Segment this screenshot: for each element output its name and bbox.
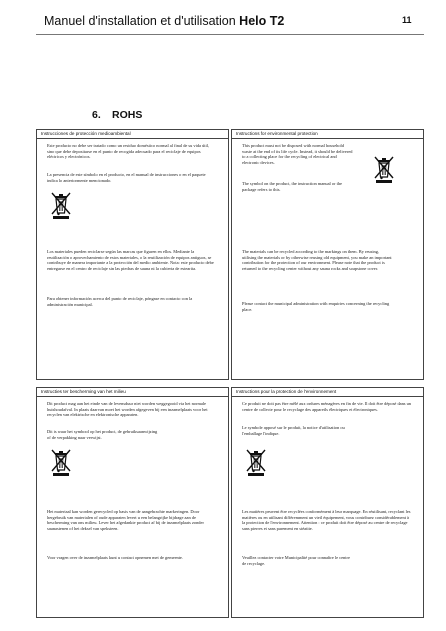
paragraph: Para obtener información acerca del punto de reciclaje, póngase en contacto con la administración municipal. <box>47 296 193 307</box>
document-title <box>44 14 284 28</box>
panel-title: Instructions for environmental protection <box>232 130 423 139</box>
crossed-out-bin-icon-graphic <box>49 191 73 219</box>
panel-body <box>37 139 228 379</box>
section-title: ROHS <box>112 109 143 121</box>
paragraph: Please contact the municipal administration with enquiries concerning the recycling place. <box>242 301 390 312</box>
paragraph: This product must not be disposed with normal household waste at the end of its life cycle. Instead, it should be delivered to a collecting place for the recycling of electrical and electronic devices. <box>242 143 353 165</box>
panel-french <box>231 387 424 618</box>
paragraph: The materials can be recycled according to the markings on them. By reusing, utilising the materials or by otherwise reusing old equipment, you make an important contribution for the protection of our environment. Please note that the product is returned to the recycling center without any sauna rocks and soapstone cover. <box>242 249 392 271</box>
header-divider <box>36 34 424 35</box>
section-heading <box>92 109 142 121</box>
panel-english <box>231 129 424 380</box>
document-title-text: Manuel d'installation et d'utilisation <box>44 14 240 28</box>
crossed-out-bin-icon <box>372 155 396 183</box>
page-number: 11 <box>402 15 412 25</box>
paragraph: Het materiaal kan worden gerecycled op basis van de aangebrachte markeringen. Door hergebruik van materialen of oude apparaten levert u een belangrijke bijdrage aan de bescherming van ons milieu. Lever het afgedankte product af bij de inzamelplaats zonder saunastenen of het deksel van speksteen. <box>47 509 204 531</box>
paragraph: Este producto no debe ser tratado como un residuo doméstico normal al final de su vida útil, sino que debe depositarse en el punto de recogida adecuado para el reciclaje de equipos eléctricos y electrónicos. <box>47 143 210 160</box>
paragraph: Veuillez contacter votre Municipalité pour connaître le centre de recyclage. <box>242 555 350 566</box>
panel-body <box>232 139 423 379</box>
panel-body <box>232 397 423 617</box>
paragraph: Les matières peuvent être recyclées conformément à leur marquage. En réutilisant, recyclant les matières ou en utilisant différemment un vieil équipement, vous contribuez considérablement à la protection de l'environnement. Attention : ce produit doit être déposé au centre de recyclage sans pierres et sans parement en stéatite. <box>242 509 411 531</box>
crossed-out-bin-icon <box>49 448 73 476</box>
panel-title: Instrucciones de protección medioambiental <box>37 130 228 139</box>
paragraph: Le symbole apposé sur le produit, la notice d'utilisation ou l'emballage l'indique. <box>242 425 345 436</box>
paragraph: Voor vragen over de inzamelplaats kunt u contact opnemen met de gemeente. <box>47 555 183 560</box>
crossed-out-bin-icon-graphic <box>49 448 73 476</box>
paragraph: The symbol on the product, the instruction manual or the package refers to this. <box>242 181 342 192</box>
paragraph: Los materiales pueden reciclarse según las marcas que figuren en ellos. Mediante la reutilización o aprovechamiento de estos materiales, o la reutilización de equipos antiguos, se contribuye de manera importante a la protección del medio ambiente. Nota: este producto debe entregarse en el centro de reciclaje sin las piedras de sauna ni la cubierta de estearita. <box>47 249 214 271</box>
crossed-out-bin-icon <box>244 448 268 476</box>
paragraph: Dit is waar het symbool op het product, de gebruiksaanwijzing of de verpakking naar verwijst. <box>47 429 158 440</box>
panel-title: Instructies ter bescherming van het milieu <box>37 388 228 397</box>
panel-spanish <box>36 129 229 380</box>
product-name: Helo T2 <box>239 14 285 28</box>
panel-body <box>37 397 228 617</box>
crossed-out-bin-icon-graphic <box>244 448 268 476</box>
paragraph: Dit product mag aan het einde van de levensduur niet worden weggegooid via het normale huishoudafval. In plaats daarvan moet het worden afgegeven bij een inzamelplaats voor het recyclen van elektrische en elektronische apparaten. <box>47 401 208 418</box>
paragraph: La presencia de este símbolo en el producto, en el manual de instrucciones o en el paquete indica lo anteriormente mencionado. <box>47 172 206 183</box>
crossed-out-bin-icon-graphic <box>372 155 396 183</box>
section-number: 6. <box>92 109 101 121</box>
paragraph: Ce produit ne doit pas être mêlé aux ordures ménagères en fin de vie. Il doit être déposé dans un centre de collecte pour le recyclage des appareils électriques et électroniques. <box>242 401 411 412</box>
crossed-out-bin-icon <box>49 191 73 219</box>
panel-dutch <box>36 387 229 618</box>
panel-title: Instructions pour la protection de l'environnement <box>232 388 423 397</box>
